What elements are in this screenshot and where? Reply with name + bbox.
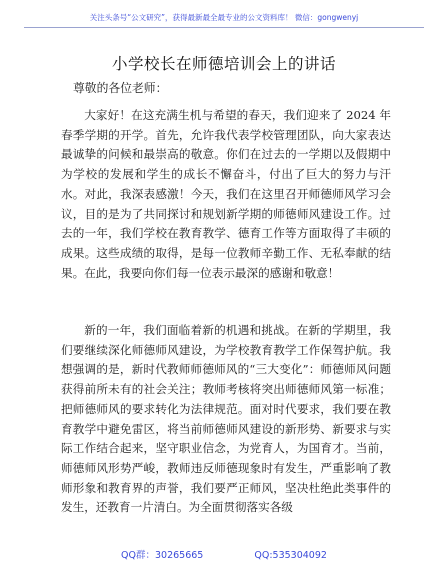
- paragraph-1: 大家好！在这充满生机与希望的春天，我们迎来了 2024 年春季学期的开学。首先，允许我代表学校管理团队，向大家表达最诚挚的问候和最崇高的敬意。你们在过去的一学期以及假期中为学校的发展和学生的成长不懈奋斗，付出了巨大的努力与汗水。对此，我深表感激！今天，我们在这里召开师德师风学习会议，目的是为了共同探讨和规划新学期的师德师风建设工作。过去的一年，我们学校在教育教学、德育工作等方面取得了丰硕的成果。这些成绩的取得，是每一位教师辛勤工作、无私奉献的结果。在此，我要向你们每一位表示最深的感谢和敬意！: [61, 108, 391, 280]
- salutation: 尊敬的各位老师：: [73, 81, 168, 95]
- footer-qq-group: QQ群：30265665: [121, 550, 204, 561]
- header-note: 关注头条号“公文研究”，获得最新最全最专业的公文资料库！ 微信：gongwenyj: [89, 13, 359, 22]
- footer-qq: QQ:535304092: [254, 550, 327, 561]
- document-title: 小学校长在师德培训会上的讲话: [111, 55, 336, 73]
- paragraph-2: 新的一年，我们面临着新的机遇和挑战。在新的学期里，我们要继续深化师德师风建设，为学校教育教学工作保驾护航。我想强调的是，新时代教师师德师风的“三大变化”：师德师风问题获得前所未有的社会关注；教师考核将突出师德师风第一标准；把师德师风的要求转化为法律规范。面对时代要求，我们要在教育教学中避免雷区，将当前师德师风建设的新形势、新要求与实际工作结合起来，坚守职业信念，为党育人，为国育才。当前，师德师风形势严峻，教师违反师德现象时有发生，严重影响了教师形象和教育界的声誉，我们要严正师风，坚决杜绝此类事件的发生，还教育一片清白。为全面贯彻落实各级: [61, 323, 391, 515]
- header-divider: [24, 27, 424, 28]
- footer-contact: [0, 547, 448, 561]
